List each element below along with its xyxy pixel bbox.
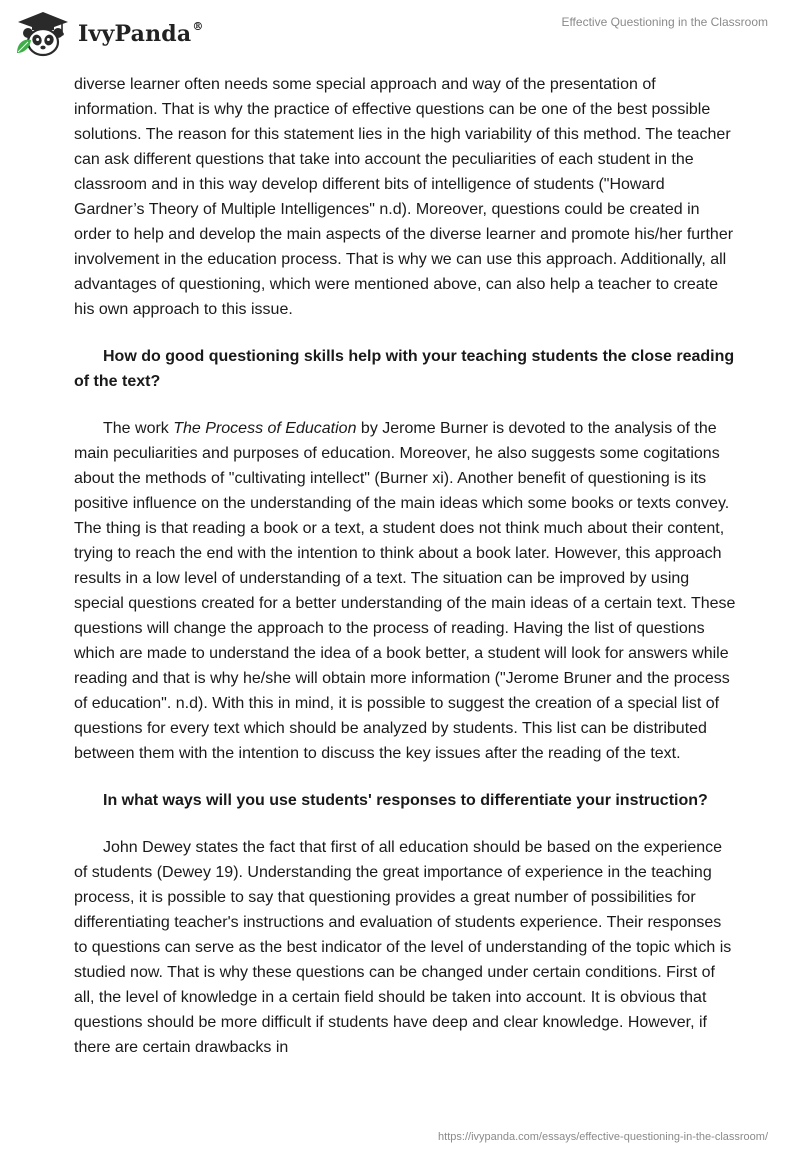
source-url[interactable]: https://ivypanda.com/essays/effective-questioning-in-the-classroom/ (438, 1131, 768, 1143)
section-heading-2: In what ways will you use students' responses to differentiate your instruction? (103, 792, 708, 809)
essay-body (74, 72, 738, 1060)
paragraph-1: diverse learner often needs some special approach and way of the presentation of information. That is why the practice of effective questions can be one of the best possible solutions. The reason for this statement lies in the high variability of this method. The teacher can ask different questions that take into account the peculiarities of each student in the classroom and in this way develop different bits of intelligence of students ("Howard Gardner’s Theory of Multiple Intelligences" n.d). Moreover, questions could be created in order to help and develop the main aspects of the diverse learner and promote his/her further involvement in the education process. That is why we can use this approach. Additionally, all advantages of questioning, which were mentioned above, can also help a teacher to create his own approach to this issue. (74, 76, 734, 318)
page-header (0, 0, 800, 64)
document-title: Effective Questioning in the Classroom (561, 15, 768, 29)
paragraph-3: John Dewey states the fact that first of all education should be based on the experience of students (Dewey 19). Understanding the great importance of experience in the teaching process, it is possible to say that questioning provides a great number of possibilities for differentiating teacher's instructions and evaluation of students experience. Their responses to questions can serve as the best indicator of the level of understanding of the topic which is studied now. That is why these questions can be changed under certain conditions. First of all, the level of knowledge in a certain field should be taken into account. It is obvious that questions should be more difficult if students have deep and clear knowledge. However, if there are certain drawbacks in (74, 839, 732, 1056)
brand-logo[interactable] (14, 8, 204, 58)
brand-name: IvyPanda® (78, 19, 204, 47)
paragraph-2: The work The Process of Education by Jerome Burner is devoted to the analysis of the main peculiarities and purposes of education. Moreover, he also suggests some cogitations about the methods of "cultivating intellect" (Burner xi). Another benefit of questioning is its positive influence on the understanding of the main ideas which some books or texts convey. The thing is that reading a book or a text, a student does not think much about their content, trying to reach the end with the intention to think about a book later. However, this approach results in a low level of understanding of a text. The situation can be improved by using special questions created for a better understanding of the main ideas of a certain text. These questions will change the approach to the process of reading. Having the list of questions which are made to understand the idea of a book better, a student will look for answers while reading and that is why he/she will obtain more information ("Jerome Bruner and the process of education". n.d). With this in mind, it is possible to suggest the creation of a special list of questions for every text which should be analyzed by students. This list can be distributed between them with the intention to discuss the key issues after the reading of the text. (74, 420, 736, 762)
panda-graduate-icon (14, 9, 72, 57)
book-title: The Process of Education (173, 420, 357, 437)
section-heading-1: How do good questioning skills help with your teaching students the close reading of the text? (74, 348, 735, 390)
